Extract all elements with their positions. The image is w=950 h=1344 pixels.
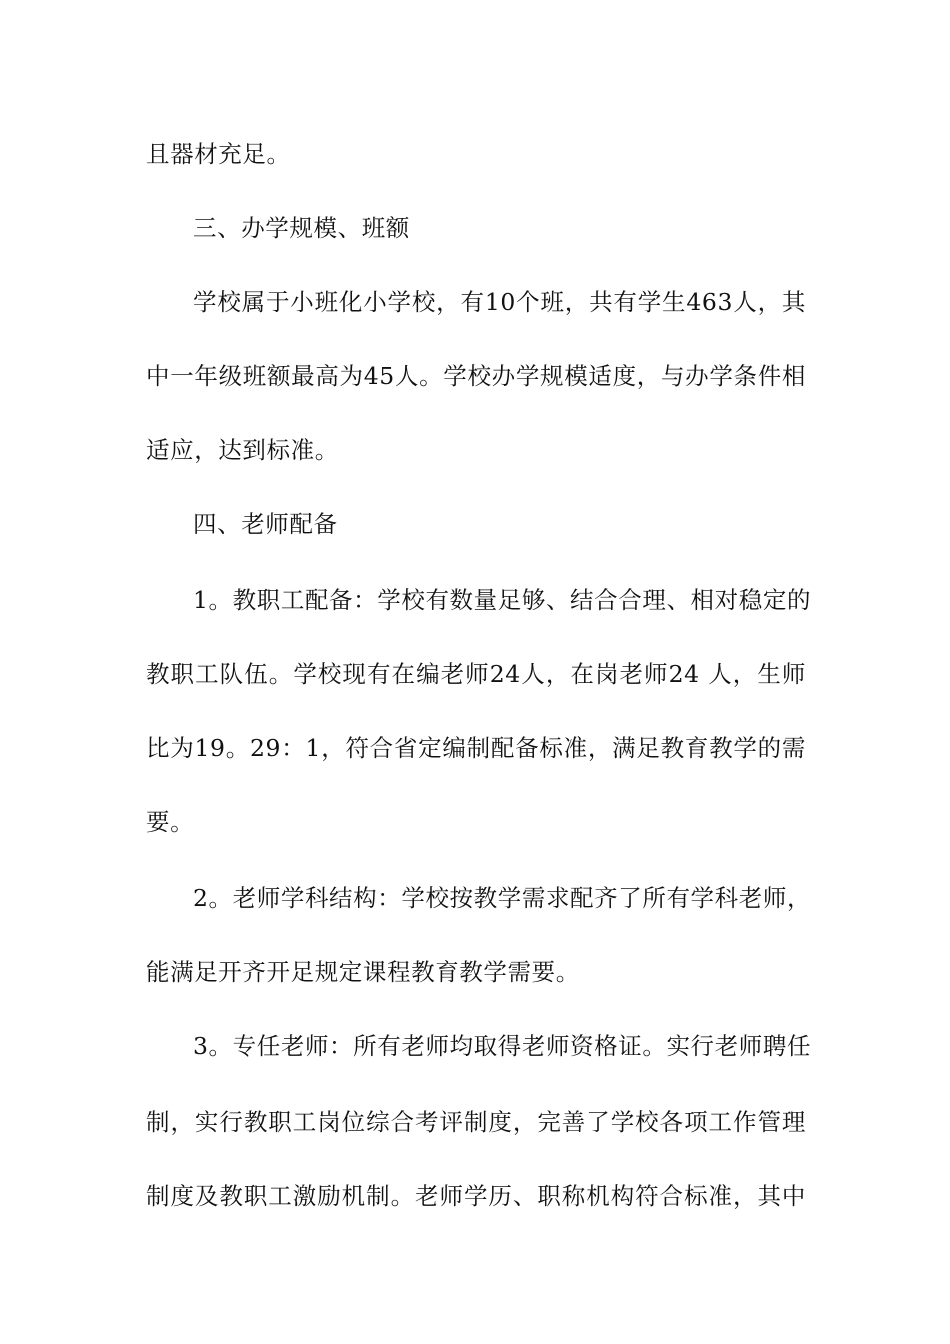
text-line-10: 要。 [146,808,195,836]
text-line-13: 3。专任老师：所有老师均取得老师资格证。实行老师聘任 [193,1032,812,1060]
section-heading-scale: 三、办学规模、班额 [193,214,410,242]
text-line-8: 教职工队伍。学校现有在编老师24人，在岗老师24 人，生师 [146,660,806,688]
text-line-4: 中一年级班额最高为45人。学校办学规模适度，与办学条件相 [146,362,806,390]
text-line-9: 比为19。29：1，符合省定编制配备标准，满足教育教学的需 [146,734,806,762]
text-line-11: 2。老师学科结构：学校按教学需求配齐了所有学科老师， [193,884,812,912]
text-line-3: 学校属于小班化小学校，有10个班，共有学生463人，其 [193,288,806,316]
text-line-14: 制，实行教职工岗位综合考评制度，完善了学校各项工作管理 [146,1108,806,1136]
text-line-5: 适应，达到标准。 [146,436,339,464]
text-line-7: 1。教职工配备：学校有数量足够、结合合理、相对稳定的 [193,586,812,614]
text-line-15: 制度及教职工激励机制。老师学历、职称机构符合标准，其中 [146,1182,806,1210]
section-heading-teachers: 四、老师配备 [193,510,338,538]
text-line-12: 能满足开齐开足规定课程教育教学需要。 [146,958,580,986]
text-line-1: 且器材充足。 [146,140,291,168]
